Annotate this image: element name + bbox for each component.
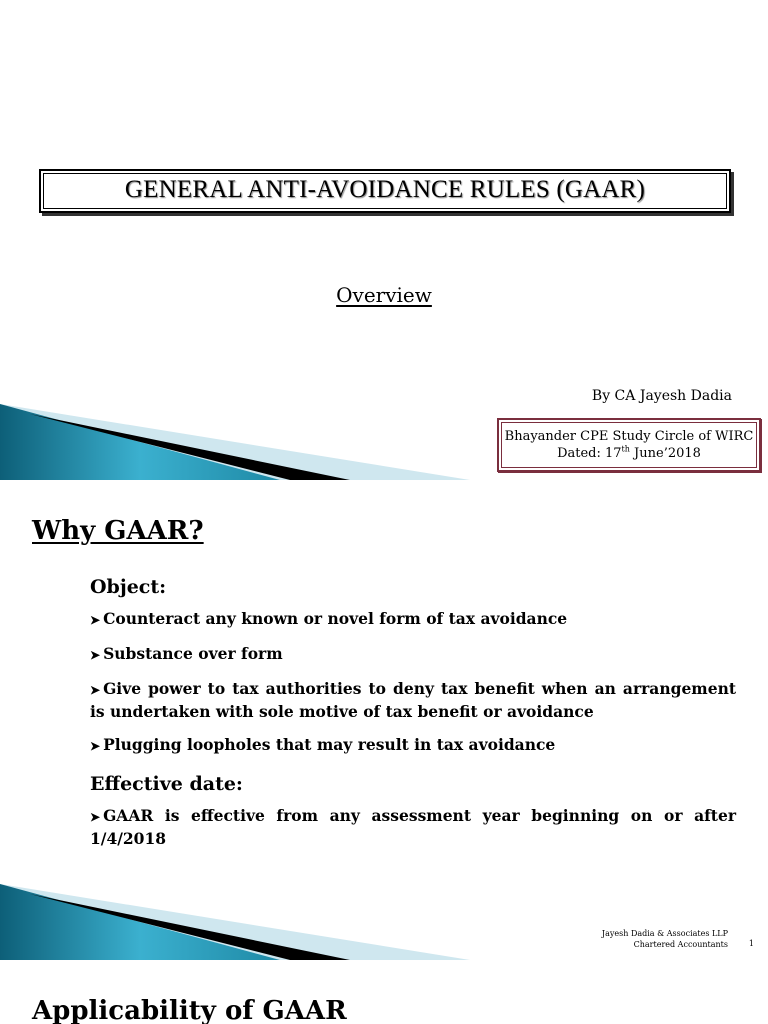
list-item: ➤ Give power to tax authorities to deny tax benefit when an arrangement is undertaken with sole motive of tax benefit or avoidance bbox=[90, 679, 736, 721]
decorative-swoosh bbox=[0, 880, 470, 960]
event-info-box bbox=[497, 418, 761, 472]
title-box bbox=[39, 169, 731, 213]
slide-footer bbox=[602, 928, 728, 950]
list-item: ➤ Counteract any known or novel form of tax avoidance bbox=[90, 609, 568, 628]
slide-heading: Applicability of GAAR bbox=[32, 996, 347, 1024]
slide-applicability bbox=[0, 960, 768, 1024]
object-heading: Object: bbox=[90, 576, 167, 598]
slide-title-text: GENERAL ANTI-AVOIDANCE RULES (GAAR) bbox=[124, 176, 646, 203]
slide-title bbox=[0, 0, 768, 480]
author-name: By CA Jayesh Dadia bbox=[591, 388, 732, 404]
arrow-bullet-icon: ➤ bbox=[90, 739, 101, 753]
list-item: ➤ Plugging loopholes that may result in tax avoidance bbox=[90, 735, 556, 754]
arrow-bullet-icon: ➤ bbox=[90, 648, 101, 662]
footer-firm: Jayesh Dadia & Associates LLP bbox=[601, 929, 728, 938]
event-name: Bhayander CPE Study Circle of WIRC bbox=[504, 429, 754, 444]
footer-role: Chartered Accountants bbox=[633, 940, 728, 949]
slide-why-gaar bbox=[0, 480, 768, 960]
page-number: 1 bbox=[748, 939, 754, 948]
list-item: ➤ Substance over form bbox=[90, 644, 283, 663]
list-item: ➤ GAAR is effective from any assessment year beginning on or after 1/4/2018 bbox=[90, 806, 736, 848]
arrow-bullet-icon: ➤ bbox=[90, 613, 101, 627]
decorative-swoosh bbox=[0, 400, 470, 480]
arrow-bullet-icon: ➤ bbox=[90, 810, 101, 824]
slide-content bbox=[90, 576, 736, 861]
slide-heading: Why GAAR? bbox=[32, 516, 204, 546]
arrow-bullet-icon: ➤ bbox=[90, 683, 101, 697]
effective-date-heading: Effective date: bbox=[90, 773, 243, 795]
event-date: Dated: 17th June’2018 bbox=[557, 444, 701, 461]
slide-subtitle: Overview bbox=[336, 283, 432, 307]
